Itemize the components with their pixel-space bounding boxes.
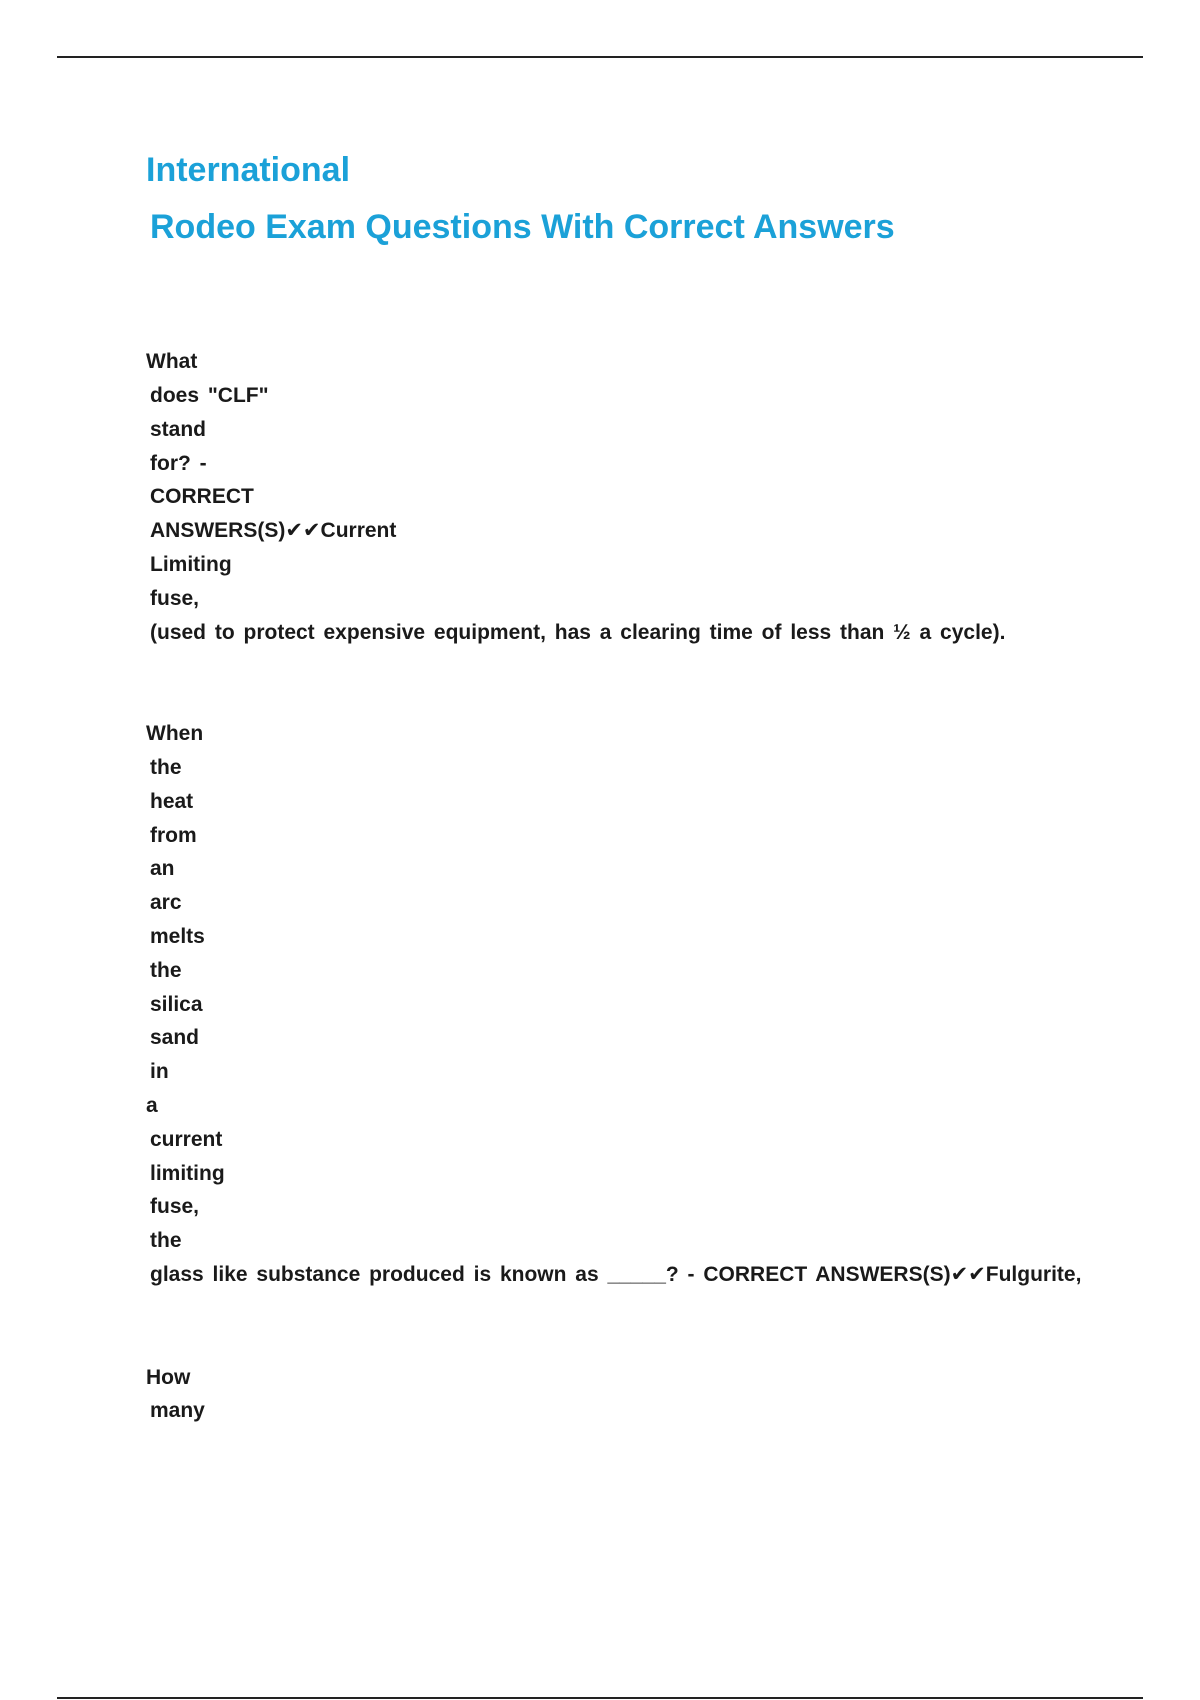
title-line-1: International [146, 151, 351, 189]
question-text-line: a [146, 1094, 158, 1117]
question-text-line: fuse, [150, 1195, 200, 1218]
answer-text-line: Limiting [150, 553, 232, 576]
title-line-2: Rodeo Exam Questions With Correct Answers [150, 208, 895, 246]
question-text-line: melts [150, 925, 205, 948]
question-text-line: the [150, 959, 182, 982]
question-text-line: silica [150, 993, 203, 1016]
question-text-line: What [146, 350, 198, 373]
footer-rule [57, 1697, 1143, 1699]
question-text-line: the [150, 1229, 182, 1252]
question-text-line: stand [150, 418, 207, 441]
question-text-line: sand [150, 1026, 200, 1049]
answer-label-line: CORRECT [150, 485, 254, 508]
question-text-line: many [150, 1399, 205, 1422]
question-text-line: for? - [150, 452, 207, 475]
question-text-line: arc [150, 891, 182, 914]
header-rule [57, 56, 1143, 58]
answer-text-line: ANSWERS(S)✔✔Current [150, 519, 397, 542]
question-text-line: does "CLF" [150, 384, 269, 407]
answer-text-line: (used to protect expensive equipment, has a clearing time of less than ½ a cycle). [150, 621, 1006, 644]
question-text-line: the [150, 756, 182, 779]
question-text-line: current [150, 1128, 223, 1151]
question-text-line: an [150, 857, 175, 880]
question-text-line: How [146, 1366, 191, 1389]
question-text-line: heat [150, 790, 194, 813]
answer-text-line: glass like substance produced is known as _____? - CORRECT ANSWERS(S)✔✔Fulgurite, [150, 1263, 1082, 1286]
answer-text-line: fuse, [150, 587, 200, 610]
question-text-line: limiting [150, 1162, 225, 1185]
question-text-line: from [150, 824, 197, 847]
question-text-line: When [146, 722, 204, 745]
question-text-line: in [150, 1060, 169, 1083]
